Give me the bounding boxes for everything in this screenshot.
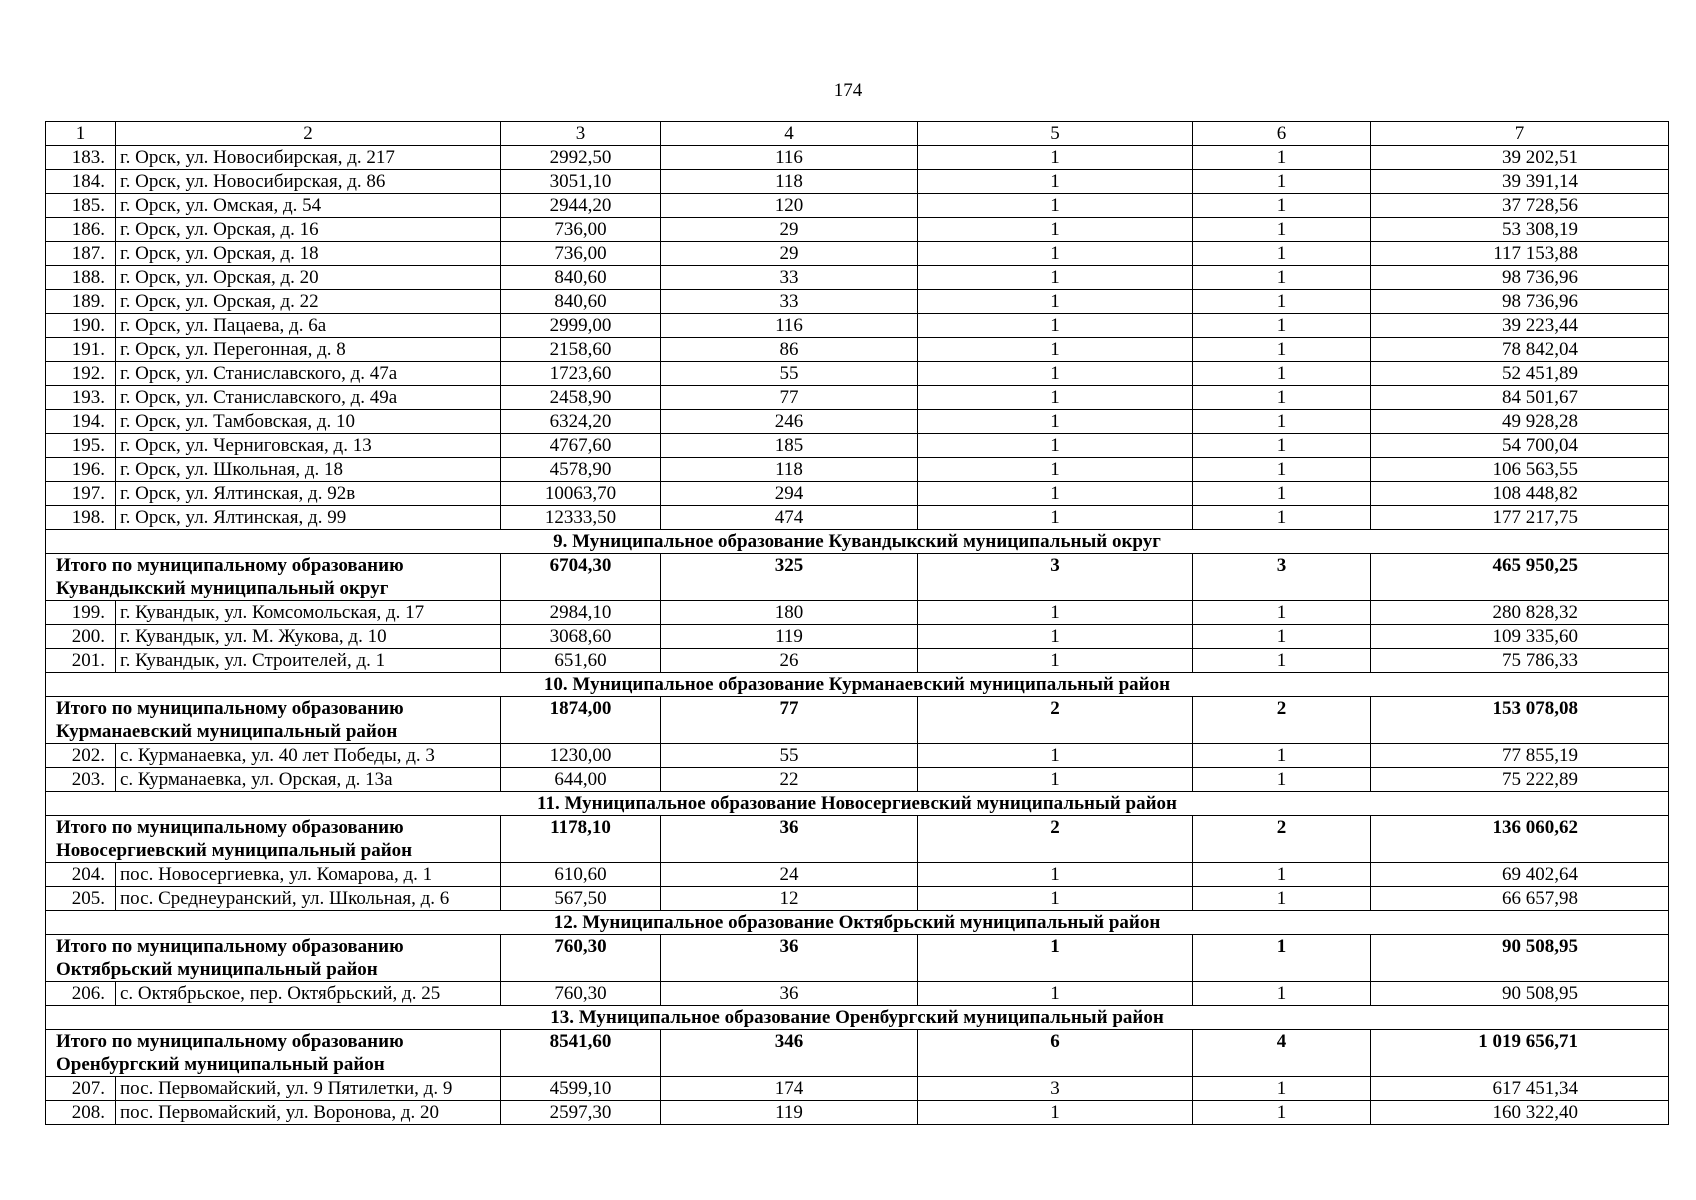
- section-title: 10. Муниципальное образование Курманаевский муниципальный район: [46, 673, 1669, 697]
- amount: 106 563,55: [1371, 458, 1669, 482]
- col5-value: 1: [918, 242, 1193, 266]
- address: г. Орск, ул. Тамбовская, д. 10: [116, 410, 501, 434]
- col6-value: 1: [1193, 768, 1371, 792]
- area: 4578,90: [501, 458, 661, 482]
- column-number-row: [46, 122, 1669, 146]
- subtotal-row: [46, 935, 1669, 982]
- table-row: [46, 266, 1669, 290]
- total-col6: 4: [1193, 1030, 1371, 1077]
- address: г. Орск, ул. Станиславского, д. 49а: [116, 386, 501, 410]
- area: 6324,20: [501, 410, 661, 434]
- section-title: 11. Муниципальное образование Новосергиевский муниципальный район: [46, 792, 1669, 816]
- table-row: [46, 649, 1669, 673]
- total-amount: 465 950,25: [1371, 554, 1669, 601]
- col6-value: 1: [1193, 1077, 1371, 1101]
- table-row: [46, 170, 1669, 194]
- amount: 108 448,82: [1371, 482, 1669, 506]
- table-row: [46, 362, 1669, 386]
- total-area: 8541,60: [501, 1030, 661, 1077]
- area: 2984,10: [501, 601, 661, 625]
- amount: 78 842,04: [1371, 338, 1669, 362]
- row-number: 205.: [46, 887, 116, 911]
- area: 644,00: [501, 768, 661, 792]
- area: 4599,10: [501, 1077, 661, 1101]
- total-area: 6704,30: [501, 554, 661, 601]
- address: г. Орск, ул. Орская, д. 20: [116, 266, 501, 290]
- subtotal-row: [46, 697, 1669, 744]
- col5-value: 1: [918, 649, 1193, 673]
- subtotal-label: Итого по муниципальному образованию Курманаевский муниципальный район: [46, 697, 501, 744]
- col4-value: 116: [661, 314, 918, 338]
- registry-table: [45, 121, 1669, 1125]
- table-row: [46, 290, 1669, 314]
- col4-value: 36: [661, 982, 918, 1006]
- row-number: 206.: [46, 982, 116, 1006]
- amount: 177 217,75: [1371, 506, 1669, 530]
- row-number: 192.: [46, 362, 116, 386]
- area: 567,50: [501, 887, 661, 911]
- row-number: 200.: [46, 625, 116, 649]
- total-col5: 2: [918, 816, 1193, 863]
- col6-value: 1: [1193, 887, 1371, 911]
- row-number: 190.: [46, 314, 116, 338]
- col5-value: 1: [918, 887, 1193, 911]
- col6-value: 1: [1193, 242, 1371, 266]
- row-number: 208.: [46, 1101, 116, 1125]
- column-number: 6: [1193, 122, 1371, 146]
- section-heading-row: [46, 530, 1669, 554]
- col5-value: 1: [918, 194, 1193, 218]
- row-number: 183.: [46, 146, 116, 170]
- row-number: 188.: [46, 266, 116, 290]
- subtotal-label: Итого по муниципальному образованию Оренбургский муниципальный район: [46, 1030, 501, 1077]
- address: с. Октябрьское, пер. Октябрьский, д. 25: [116, 982, 501, 1006]
- amount: 77 855,19: [1371, 744, 1669, 768]
- address: г. Орск, ул. Школьная, д. 18: [116, 458, 501, 482]
- section-heading-row: [46, 673, 1669, 697]
- total-area: 1178,10: [501, 816, 661, 863]
- total-amount: 1 019 656,71: [1371, 1030, 1669, 1077]
- col5-value: 1: [918, 386, 1193, 410]
- amount: 52 451,89: [1371, 362, 1669, 386]
- col5-value: 1: [918, 362, 1193, 386]
- col6-value: 1: [1193, 649, 1371, 673]
- amount: 84 501,67: [1371, 386, 1669, 410]
- area: 736,00: [501, 242, 661, 266]
- col4-value: 26: [661, 649, 918, 673]
- amount: 117 153,88: [1371, 242, 1669, 266]
- column-number: 5: [918, 122, 1193, 146]
- subtotal-row: [46, 554, 1669, 601]
- total-col5: 2: [918, 697, 1193, 744]
- address: г. Орск, ул. Станиславского, д. 47а: [116, 362, 501, 386]
- col4-value: 12: [661, 887, 918, 911]
- col5-value: 1: [918, 458, 1193, 482]
- address: г. Кувандык, ул. М. Жукова, д. 10: [116, 625, 501, 649]
- row-number: 187.: [46, 242, 116, 266]
- table-row: [46, 242, 1669, 266]
- col6-value: 1: [1193, 146, 1371, 170]
- table-row: [46, 338, 1669, 362]
- col5-value: 1: [918, 434, 1193, 458]
- amount: 75 786,33: [1371, 649, 1669, 673]
- col6-value: 1: [1193, 218, 1371, 242]
- section-title: 9. Муниципальное образование Кувандыкский муниципальный округ: [46, 530, 1669, 554]
- subtotal-label: Итого по муниципальному образованию Кувандыкский муниципальный округ: [46, 554, 501, 601]
- table-row: [46, 625, 1669, 649]
- col4-value: 86: [661, 338, 918, 362]
- area: 3068,60: [501, 625, 661, 649]
- table-row: [46, 863, 1669, 887]
- col5-value: 1: [918, 410, 1193, 434]
- col5-value: 1: [918, 266, 1193, 290]
- col5-value: 1: [918, 506, 1193, 530]
- area: 2158,60: [501, 338, 661, 362]
- col6-value: 1: [1193, 625, 1371, 649]
- table-row: [46, 768, 1669, 792]
- col4-value: 118: [661, 458, 918, 482]
- col6-value: 1: [1193, 290, 1371, 314]
- total-col4: 325: [661, 554, 918, 601]
- address: г. Орск, ул. Омская, д. 54: [116, 194, 501, 218]
- total-col6: 2: [1193, 697, 1371, 744]
- area: 2992,50: [501, 146, 661, 170]
- col4-value: 33: [661, 266, 918, 290]
- amount: 39 391,14: [1371, 170, 1669, 194]
- col4-value: 474: [661, 506, 918, 530]
- table-row: [46, 434, 1669, 458]
- row-number: 201.: [46, 649, 116, 673]
- amount: 54 700,04: [1371, 434, 1669, 458]
- col4-value: 77: [661, 386, 918, 410]
- amount: 109 335,60: [1371, 625, 1669, 649]
- column-number: 2: [116, 122, 501, 146]
- subtotal-row: [46, 1030, 1669, 1077]
- col5-value: 1: [918, 338, 1193, 362]
- col5-value: 1: [918, 863, 1193, 887]
- table-row: [46, 458, 1669, 482]
- amount: 160 322,40: [1371, 1101, 1669, 1125]
- col6-value: 1: [1193, 982, 1371, 1006]
- col4-value: 24: [661, 863, 918, 887]
- col6-value: 1: [1193, 338, 1371, 362]
- amount: 39 202,51: [1371, 146, 1669, 170]
- col6-value: 1: [1193, 506, 1371, 530]
- row-number: 202.: [46, 744, 116, 768]
- col6-value: 1: [1193, 314, 1371, 338]
- area: 1230,00: [501, 744, 661, 768]
- col6-value: 1: [1193, 194, 1371, 218]
- total-area: 760,30: [501, 935, 661, 982]
- col4-value: 55: [661, 744, 918, 768]
- address: с. Курманаевка, ул. 40 лет Победы, д. 3: [116, 744, 501, 768]
- section-heading-row: [46, 1006, 1669, 1030]
- col5-value: 1: [918, 314, 1193, 338]
- col5-value: 1: [918, 146, 1193, 170]
- address: г. Орск, ул. Орская, д. 22: [116, 290, 501, 314]
- page-number: 174: [833, 80, 863, 101]
- col6-value: 1: [1193, 362, 1371, 386]
- col5-value: 1: [918, 768, 1193, 792]
- total-col4: 36: [661, 935, 918, 982]
- total-col5: 3: [918, 554, 1193, 601]
- table-row: [46, 744, 1669, 768]
- col5-value: 1: [918, 601, 1193, 625]
- address: г. Орск, ул. Ялтинская, д. 92в: [116, 482, 501, 506]
- col5-value: 3: [918, 1077, 1193, 1101]
- area: 840,60: [501, 266, 661, 290]
- address: г. Орск, ул. Пацаева, д. 6а: [116, 314, 501, 338]
- row-number: 194.: [46, 410, 116, 434]
- row-number: 207.: [46, 1077, 116, 1101]
- col5-value: 1: [918, 625, 1193, 649]
- table-row: [46, 506, 1669, 530]
- amount: 69 402,64: [1371, 863, 1669, 887]
- row-number: 195.: [46, 434, 116, 458]
- address: г. Орск, ул. Орская, д. 18: [116, 242, 501, 266]
- table-row: [46, 410, 1669, 434]
- table-row: [46, 982, 1669, 1006]
- amount: 53 308,19: [1371, 218, 1669, 242]
- col5-value: 1: [918, 170, 1193, 194]
- col4-value: 116: [661, 146, 918, 170]
- address: г. Орск, ул. Перегонная, д. 8: [116, 338, 501, 362]
- col6-value: 1: [1193, 410, 1371, 434]
- amount: 66 657,98: [1371, 887, 1669, 911]
- row-number: 197.: [46, 482, 116, 506]
- row-number: 203.: [46, 768, 116, 792]
- table-row: [46, 218, 1669, 242]
- col4-value: 246: [661, 410, 918, 434]
- table-row: [46, 601, 1669, 625]
- row-number: 193.: [46, 386, 116, 410]
- address: г. Орск, ул. Черниговская, д. 13: [116, 434, 501, 458]
- col4-value: 174: [661, 1077, 918, 1101]
- col6-value: 1: [1193, 482, 1371, 506]
- amount: 98 736,96: [1371, 266, 1669, 290]
- col4-value: 185: [661, 434, 918, 458]
- amount: 98 736,96: [1371, 290, 1669, 314]
- table-row: [46, 887, 1669, 911]
- row-number: 189.: [46, 290, 116, 314]
- total-col6: 3: [1193, 554, 1371, 601]
- row-number: 185.: [46, 194, 116, 218]
- total-area: 1874,00: [501, 697, 661, 744]
- col6-value: 1: [1193, 744, 1371, 768]
- area: 760,30: [501, 982, 661, 1006]
- total-col6: 1: [1193, 935, 1371, 982]
- column-number: 3: [501, 122, 661, 146]
- col4-value: 55: [661, 362, 918, 386]
- total-amount: 136 060,62: [1371, 816, 1669, 863]
- col4-value: 294: [661, 482, 918, 506]
- area: 10063,70: [501, 482, 661, 506]
- total-col5: 6: [918, 1030, 1193, 1077]
- column-number: 4: [661, 122, 918, 146]
- row-number: 196.: [46, 458, 116, 482]
- address: г. Орск, ул. Ялтинская, д. 99: [116, 506, 501, 530]
- col4-value: 119: [661, 1101, 918, 1125]
- amount: 37 728,56: [1371, 194, 1669, 218]
- area: 2458,90: [501, 386, 661, 410]
- table-row: [46, 1077, 1669, 1101]
- table-row: [46, 314, 1669, 338]
- col5-value: 1: [918, 290, 1193, 314]
- table-row: [46, 1101, 1669, 1125]
- col5-value: 1: [918, 218, 1193, 242]
- table-row: [46, 482, 1669, 506]
- col4-value: 118: [661, 170, 918, 194]
- area: 736,00: [501, 218, 661, 242]
- area: 840,60: [501, 290, 661, 314]
- col4-value: 120: [661, 194, 918, 218]
- total-col6: 2: [1193, 816, 1371, 863]
- address: г. Кувандык, ул. Комсомольская, д. 17: [116, 601, 501, 625]
- col5-value: 1: [918, 744, 1193, 768]
- section-heading-row: [46, 792, 1669, 816]
- section-title: 13. Муниципальное образование Оренбургский муниципальный район: [46, 1006, 1669, 1030]
- col5-value: 1: [918, 1101, 1193, 1125]
- amount: 617 451,34: [1371, 1077, 1669, 1101]
- total-col4: 36: [661, 816, 918, 863]
- row-number: 184.: [46, 170, 116, 194]
- row-number: 199.: [46, 601, 116, 625]
- col4-value: 180: [661, 601, 918, 625]
- col4-value: 119: [661, 625, 918, 649]
- address: г. Орск, ул. Новосибирская, д. 217: [116, 146, 501, 170]
- address: г. Орск, ул. Орская, д. 16: [116, 218, 501, 242]
- subtotal-label: Итого по муниципальному образованию Октябрьский муниципальный район: [46, 935, 501, 982]
- col6-value: 1: [1193, 458, 1371, 482]
- area: 3051,10: [501, 170, 661, 194]
- total-col4: 346: [661, 1030, 918, 1077]
- col4-value: 29: [661, 242, 918, 266]
- area: 1723,60: [501, 362, 661, 386]
- col4-value: 33: [661, 290, 918, 314]
- table-row: [46, 146, 1669, 170]
- col4-value: 29: [661, 218, 918, 242]
- subtotal-label: Итого по муниципальному образованию Новосергиевский муниципальный район: [46, 816, 501, 863]
- area: 4767,60: [501, 434, 661, 458]
- col6-value: 1: [1193, 434, 1371, 458]
- total-amount: 90 508,95: [1371, 935, 1669, 982]
- amount: 75 222,89: [1371, 768, 1669, 792]
- area: 12333,50: [501, 506, 661, 530]
- address: с. Курманаевка, ул. Орская, д. 13а: [116, 768, 501, 792]
- col6-value: 1: [1193, 386, 1371, 410]
- col6-value: 1: [1193, 170, 1371, 194]
- address: пос. Первомайский, ул. Воронова, д. 20: [116, 1101, 501, 1125]
- area: 651,60: [501, 649, 661, 673]
- total-col4: 77: [661, 697, 918, 744]
- address: пос. Первомайский, ул. 9 Пятилетки, д. 9: [116, 1077, 501, 1101]
- section-title: 12. Муниципальное образование Октябрьский муниципальный район: [46, 911, 1669, 935]
- address: г. Кувандык, ул. Строителей, д. 1: [116, 649, 501, 673]
- col6-value: 1: [1193, 1101, 1371, 1125]
- col5-value: 1: [918, 482, 1193, 506]
- address: г. Орск, ул. Новосибирская, д. 86: [116, 170, 501, 194]
- address: пос. Новосергиевка, ул. Комарова, д. 1: [116, 863, 501, 887]
- column-number: 1: [46, 122, 116, 146]
- area: 2999,00: [501, 314, 661, 338]
- col5-value: 1: [918, 982, 1193, 1006]
- table-row: [46, 194, 1669, 218]
- area: 2944,20: [501, 194, 661, 218]
- row-number: 186.: [46, 218, 116, 242]
- total-amount: 153 078,08: [1371, 697, 1669, 744]
- address: пос. Среднеуранский, ул. Школьная, д. 6: [116, 887, 501, 911]
- subtotal-row: [46, 816, 1669, 863]
- col4-value: 22: [661, 768, 918, 792]
- total-col5: 1: [918, 935, 1193, 982]
- area: 2597,30: [501, 1101, 661, 1125]
- amount: 39 223,44: [1371, 314, 1669, 338]
- row-number: 198.: [46, 506, 116, 530]
- row-number: 204.: [46, 863, 116, 887]
- col6-value: 1: [1193, 601, 1371, 625]
- table-row: [46, 386, 1669, 410]
- amount: 90 508,95: [1371, 982, 1669, 1006]
- column-number: 7: [1371, 122, 1669, 146]
- area: 610,60: [501, 863, 661, 887]
- row-number: 191.: [46, 338, 116, 362]
- section-heading-row: [46, 911, 1669, 935]
- amount: 280 828,32: [1371, 601, 1669, 625]
- amount: 49 928,28: [1371, 410, 1669, 434]
- col6-value: 1: [1193, 266, 1371, 290]
- col6-value: 1: [1193, 863, 1371, 887]
